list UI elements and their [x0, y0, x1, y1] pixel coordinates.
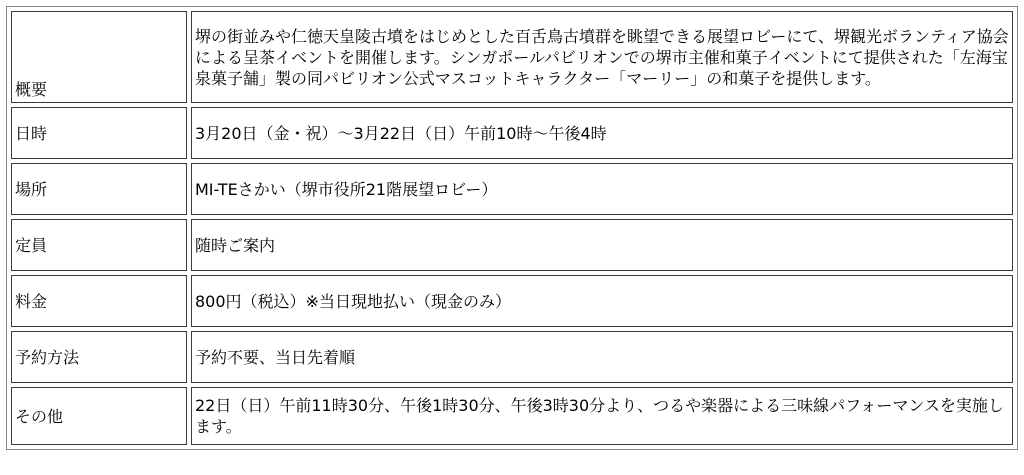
row-label-reservation: 予約方法 — [11, 331, 187, 383]
table-row-other — [11, 387, 1013, 445]
table-row-place — [11, 163, 1013, 215]
table-row-reservation — [11, 331, 1013, 383]
row-label-fee: 料金 — [11, 275, 187, 327]
row-value-reservation: 予約不要、当日先着順 — [191, 331, 1013, 383]
table-row-capacity — [11, 219, 1013, 271]
row-label-other: その他 — [11, 387, 187, 445]
table-row-overview — [11, 11, 1013, 103]
row-label-place: 場所 — [11, 163, 187, 215]
row-value-fee: 800円（税込）※当日現地払い（現金のみ） — [191, 275, 1013, 327]
row-value-capacity: 随時ご案内 — [191, 219, 1013, 271]
row-value-overview: 堺の街並みや仁徳天皇陵古墳をはじめとした百舌鳥古墳群を眺望できる展望ロビーにて、堺観光ボランティア協会による呈茶イベントを開催します。シンガポールパビリオンでの堺市主催和菓子イベントにて提供された「左海宝泉菓子舗」製の同パビリオン公式マスコットキャラクター「マーリー」の和菓子を提供します。 — [191, 11, 1013, 103]
row-label-overview: 概要 — [11, 11, 187, 103]
row-value-other: 22日（日）午前11時30分、午後1時30分、午後3時30分より、つるや楽器による三味線パフォーマンスを実施します。 — [191, 387, 1013, 445]
row-label-datetime: 日時 — [11, 107, 187, 159]
row-value-place: MI-TEさかい（堺市役所21階展望ロビー） — [191, 163, 1013, 215]
event-details-table — [6, 6, 1018, 450]
table-row-fee — [11, 275, 1013, 327]
row-label-capacity: 定員 — [11, 219, 187, 271]
row-value-datetime: 3月20日（金・祝）～3月22日（日）午前10時～午後4時 — [191, 107, 1013, 159]
table-row-datetime — [11, 107, 1013, 159]
